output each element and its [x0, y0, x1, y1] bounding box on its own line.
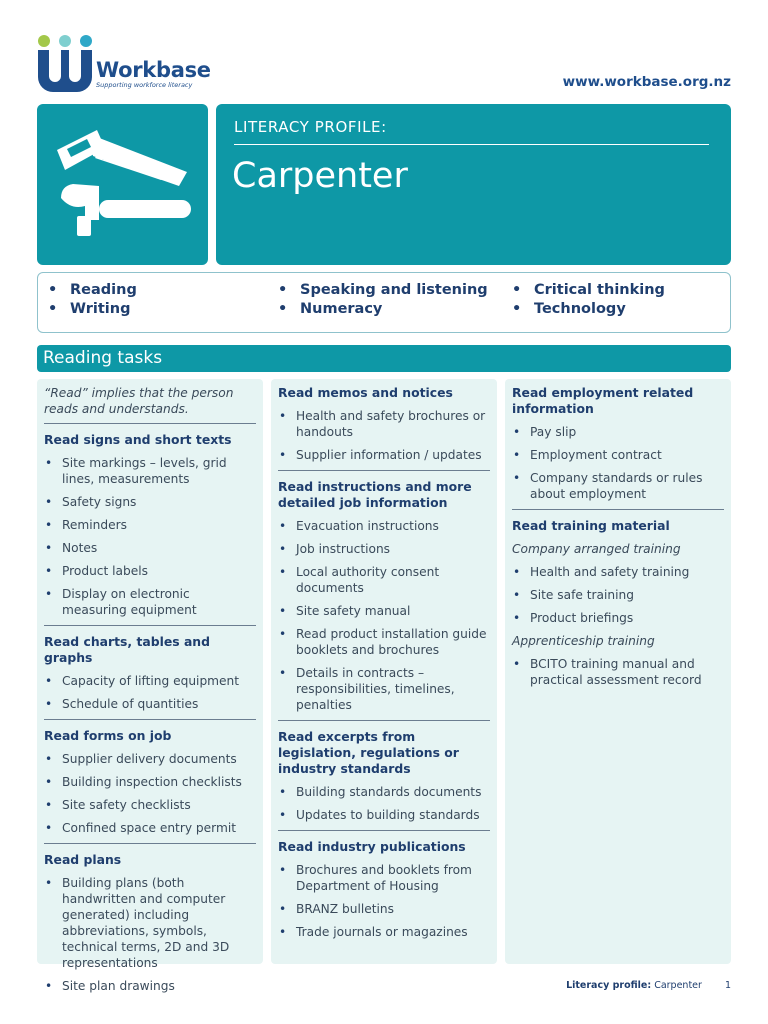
task-list: [512, 656, 724, 688]
list-item: • Updates to building standards: [278, 807, 490, 823]
logo-wordmark: Workbase: [96, 58, 211, 82]
task-list: [512, 424, 724, 502]
section-title: Reading tasks: [43, 348, 163, 368]
group-heading: Read memos and notices: [278, 385, 453, 400]
list-item: • Display on electronic measuring equipment: [44, 586, 256, 618]
footer-profile-name: Carpenter: [654, 980, 702, 991]
task-list: [278, 784, 490, 823]
list-item: • BCITO training manual and practical assessment record: [512, 656, 724, 688]
divider: [44, 843, 256, 844]
skill-writing: • Writing: [48, 301, 131, 317]
task-list: [44, 455, 256, 618]
list-item: • Read product installation guide booklets and brochures: [278, 626, 490, 658]
list-item: • Pay slip: [512, 424, 724, 440]
task-list: [44, 875, 256, 994]
divider: [278, 720, 490, 721]
list-item: • Building inspection checklists: [44, 774, 256, 790]
section-header: [37, 345, 731, 372]
list-item: • Site safety checklists: [44, 797, 256, 813]
divider: [512, 509, 724, 510]
reading-column-1: [37, 379, 263, 993]
logo-tagline: Supporting workforce literacy: [96, 81, 193, 89]
list-item: • Health and safety training: [512, 564, 724, 580]
list-item: • Notes: [44, 540, 256, 556]
group-heading: Read signs and short texts: [44, 432, 232, 447]
task-list: [278, 408, 490, 463]
list-item: • Health and safety brochures or handouts: [278, 408, 490, 440]
group-heading: Read forms on job: [44, 728, 172, 743]
website-link[interactable]: www.workbase.org.nz: [562, 74, 731, 90]
list-item: • Safety signs: [44, 494, 256, 510]
list-item: • Building plans (both handwritten and computer generated) including abbreviations, symbols, technical terms, 2D and 3D representations: [44, 875, 256, 971]
group-heading: Read employment related information: [512, 385, 694, 416]
list-item: • Product briefings: [512, 610, 724, 626]
page-footer: [566, 980, 731, 991]
divider: [44, 719, 256, 720]
list-item: • Details in contracts – responsibilities, timelines, penalties: [278, 665, 490, 713]
list-item: • Employment contract: [512, 447, 724, 463]
task-list: [44, 673, 256, 712]
divider: [278, 470, 490, 471]
skills-panel: [37, 272, 731, 333]
reading-column-3: [505, 379, 731, 964]
list-item: • Company standards or rules about employment: [512, 470, 724, 502]
list-item: • BRANZ bulletins: [278, 901, 490, 917]
skill-critical-thinking: • Critical thinking: [512, 282, 665, 298]
page-title: Carpenter: [232, 156, 408, 196]
group-heading: Read excerpts from legislation, regulations or industry standards: [278, 729, 459, 776]
subheading: Apprenticeship training: [512, 634, 655, 648]
list-item: • Supplier delivery documents: [44, 751, 256, 767]
divider: [44, 423, 256, 424]
hero-icon-panel: [37, 104, 208, 265]
task-list: [278, 518, 490, 713]
intro-note: “Read” implies that the person reads and understands.: [44, 386, 234, 416]
skill-speaking-listening: • Speaking and listening: [278, 282, 488, 298]
list-item: • Brochures and booklets from Department of Housing: [278, 862, 490, 894]
list-item: • Schedule of quantities: [44, 696, 256, 712]
list-item: • Trade journals or magazines: [278, 924, 490, 940]
list-item: • Confined space entry permit: [44, 820, 256, 836]
list-item: • Site plan drawings: [44, 978, 256, 994]
saw-and-hammer-icon: [37, 104, 208, 265]
divider: [278, 830, 490, 831]
group-heading: Read industry publications: [278, 839, 466, 854]
profile-kicker: LITERACY PROFILE:: [234, 118, 387, 136]
list-item: • Product labels: [44, 563, 256, 579]
group-heading: Read charts, tables and graphs: [44, 634, 210, 665]
list-item: • Evacuation instructions: [278, 518, 490, 534]
subheading: Company arranged training: [512, 542, 681, 556]
group-heading: Read training material: [512, 518, 670, 533]
workbase-logo-mark-icon: [36, 34, 96, 92]
workbase-logo[interactable]: [36, 34, 216, 92]
list-item: • Site safe training: [512, 587, 724, 603]
list-item: • Supplier information / updates: [278, 447, 490, 463]
skill-reading: • Reading: [48, 282, 137, 298]
skill-technology: • Technology: [512, 301, 626, 317]
list-item: • Reminders: [44, 517, 256, 533]
task-list: [512, 564, 724, 626]
list-item: • Capacity of lifting equipment: [44, 673, 256, 689]
list-item: • Local authority consent documents: [278, 564, 490, 596]
task-list: [44, 751, 256, 836]
list-item: • Job instructions: [278, 541, 490, 557]
reading-column-2: [271, 379, 497, 964]
list-item: • Building standards documents: [278, 784, 490, 800]
divider: [44, 625, 256, 626]
task-list: [278, 862, 490, 940]
page-number: 1: [724, 980, 731, 991]
hero-divider: [234, 144, 709, 145]
list-item: • Site markings – levels, grid lines, measurements: [44, 455, 256, 487]
group-heading: Read plans: [44, 852, 122, 867]
footer-label: Literacy profile:: [566, 980, 652, 991]
group-heading: Read instructions and more detailed job information: [278, 479, 472, 510]
list-item: • Site safety manual: [278, 603, 490, 619]
skill-numeracy: • Numeracy: [278, 301, 383, 317]
hero-title-panel: [216, 104, 731, 265]
